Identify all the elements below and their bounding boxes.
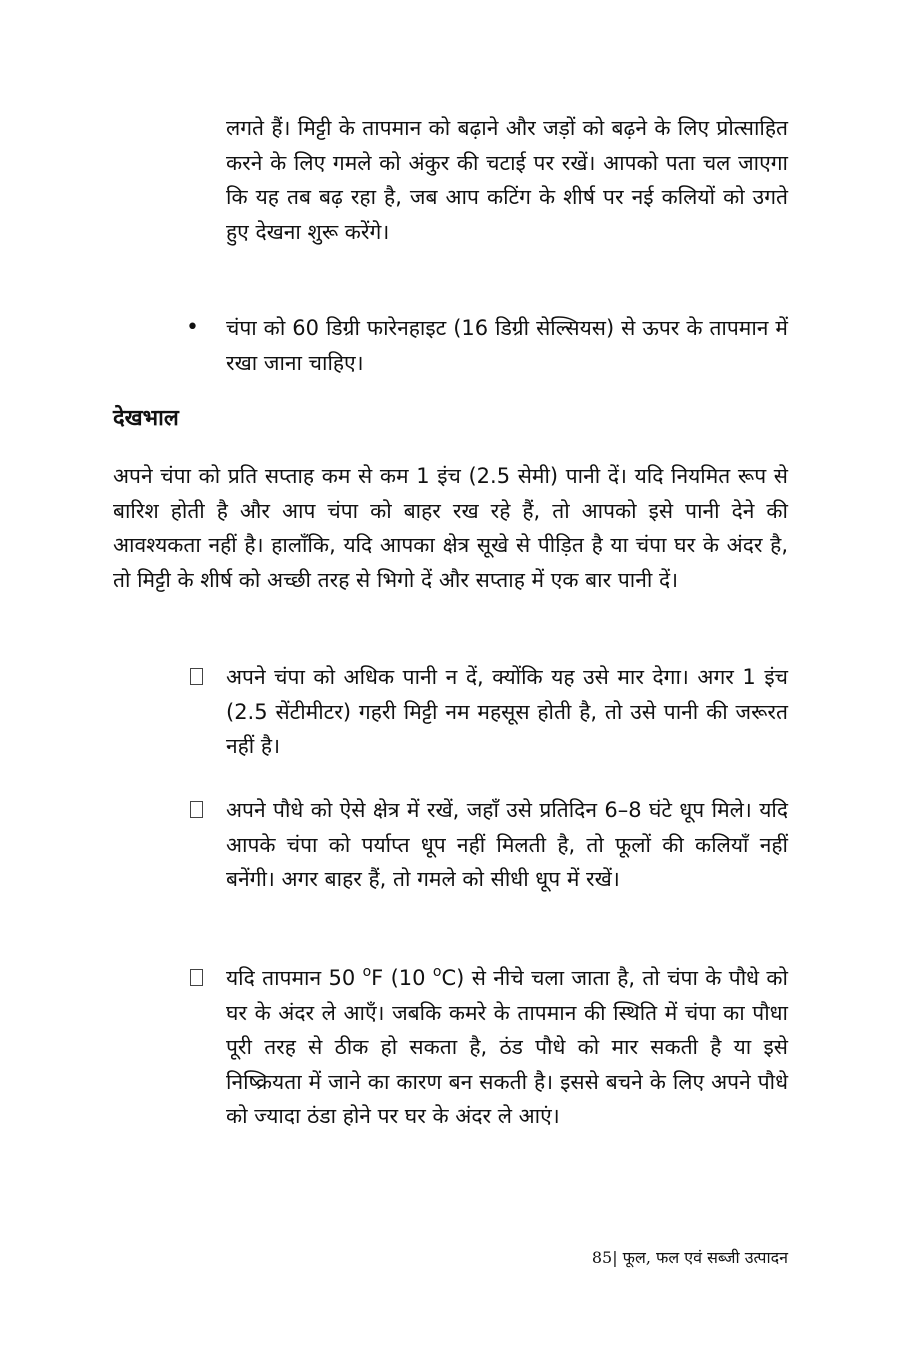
box-bullet-icon: [190, 969, 203, 986]
box-bullet-icon: [190, 668, 203, 685]
bullet-marker: •: [186, 315, 199, 340]
box-item-sunlight: अपने पौधे को ऐसे क्षेत्र में रखें, जहाँ उसे प्रतिदिन 6–8 घंटे धूप मिले। यदि आपके चंपा को पर्याप्त धूप नहीं मिलती है, तो फूलों की कलियाँ नहीं बनेंगी। अगर बाहर हैं, तो गमले को सीधी धूप में रखें।: [226, 798, 788, 891]
cold-text-c: C) से नीचे चला जाता है, तो चंपा के पौधे को घर के अंदर ले आएँ। जबकि कमरे के तापमान की स्थिति में चंपा का पौधा पूरी तरह से ठीक हो सकता है, ठंड पौधे को मार सकती है या इसे निष्क्रियता में जाने का कारण बन सकती है। इससे बचने के लिए अपने पौधे को ज्यादा ठंडा होने पर घर के अंदर ले आएं।: [226, 966, 788, 1128]
top-paragraph: लगते हैं। मिट्टी के तापमान को बढ़ाने और जड़ों को बढ़ने के लिए प्रोत्साहित करने के लिए गमले को अंकुर की चटाई पर रखें। आपको पता चल जाएगा कि यह तब बढ़ रहा है, जब आप कटिंग के शीर्ष पर नई कलियों को उगते हुए देखना शुरू करेंगे।: [226, 116, 788, 244]
footer-separator: |: [612, 1248, 618, 1267]
bullet-item-temperature: चंपा को 60 डिग्री फारेनहाइट (16 डिग्री सेल्सियस) से ऊपर के तापमान में रखा जाना चाहिए।: [226, 316, 788, 375]
box-item-watering: अपने चंपा को अधिक पानी न दें, क्योंकि यह उसे मार देगा। अगर 1 इंच (2.5 सेंटीमीटर) गहरी मिट्टी नम महसूस होती है, तो उसे पानी की जरूरत नहीं है।: [226, 665, 788, 758]
degree-sup-f: o: [362, 964, 372, 980]
book-title: फूल, फल एवं सब्जी उत्पादन: [617, 1248, 788, 1267]
section-heading-care: देखभाल: [113, 406, 179, 431]
box-bullet-icon: [190, 801, 203, 818]
page-number: 85: [591, 1248, 613, 1267]
cold-text-b: F (10: [371, 966, 433, 990]
page-footer: [520, 1246, 788, 1270]
cold-text-a: यदि तापमान 50: [226, 966, 363, 990]
care-paragraph: अपने चंपा को प्रति सप्ताह कम से कम 1 इंच (2.5 सेमी) पानी दें। यदि नियमित रूप से बारिश होती है और आप चंपा को बाहर रख रहे हैं, तो आपको इसे पानी देने की आवश्यकता नहीं है। हालाँकि, यदि आपका क्षेत्र सूखे से पीड़ित है या चंपा घर के अंदर है, तो मिट्टी के शीर्ष को अच्छी तरह से भिगो दें और सप्ताह में एक बार पानी दें।: [113, 464, 788, 592]
box-item-cold: [226, 961, 788, 1134]
degree-sup-c: o: [432, 964, 442, 980]
